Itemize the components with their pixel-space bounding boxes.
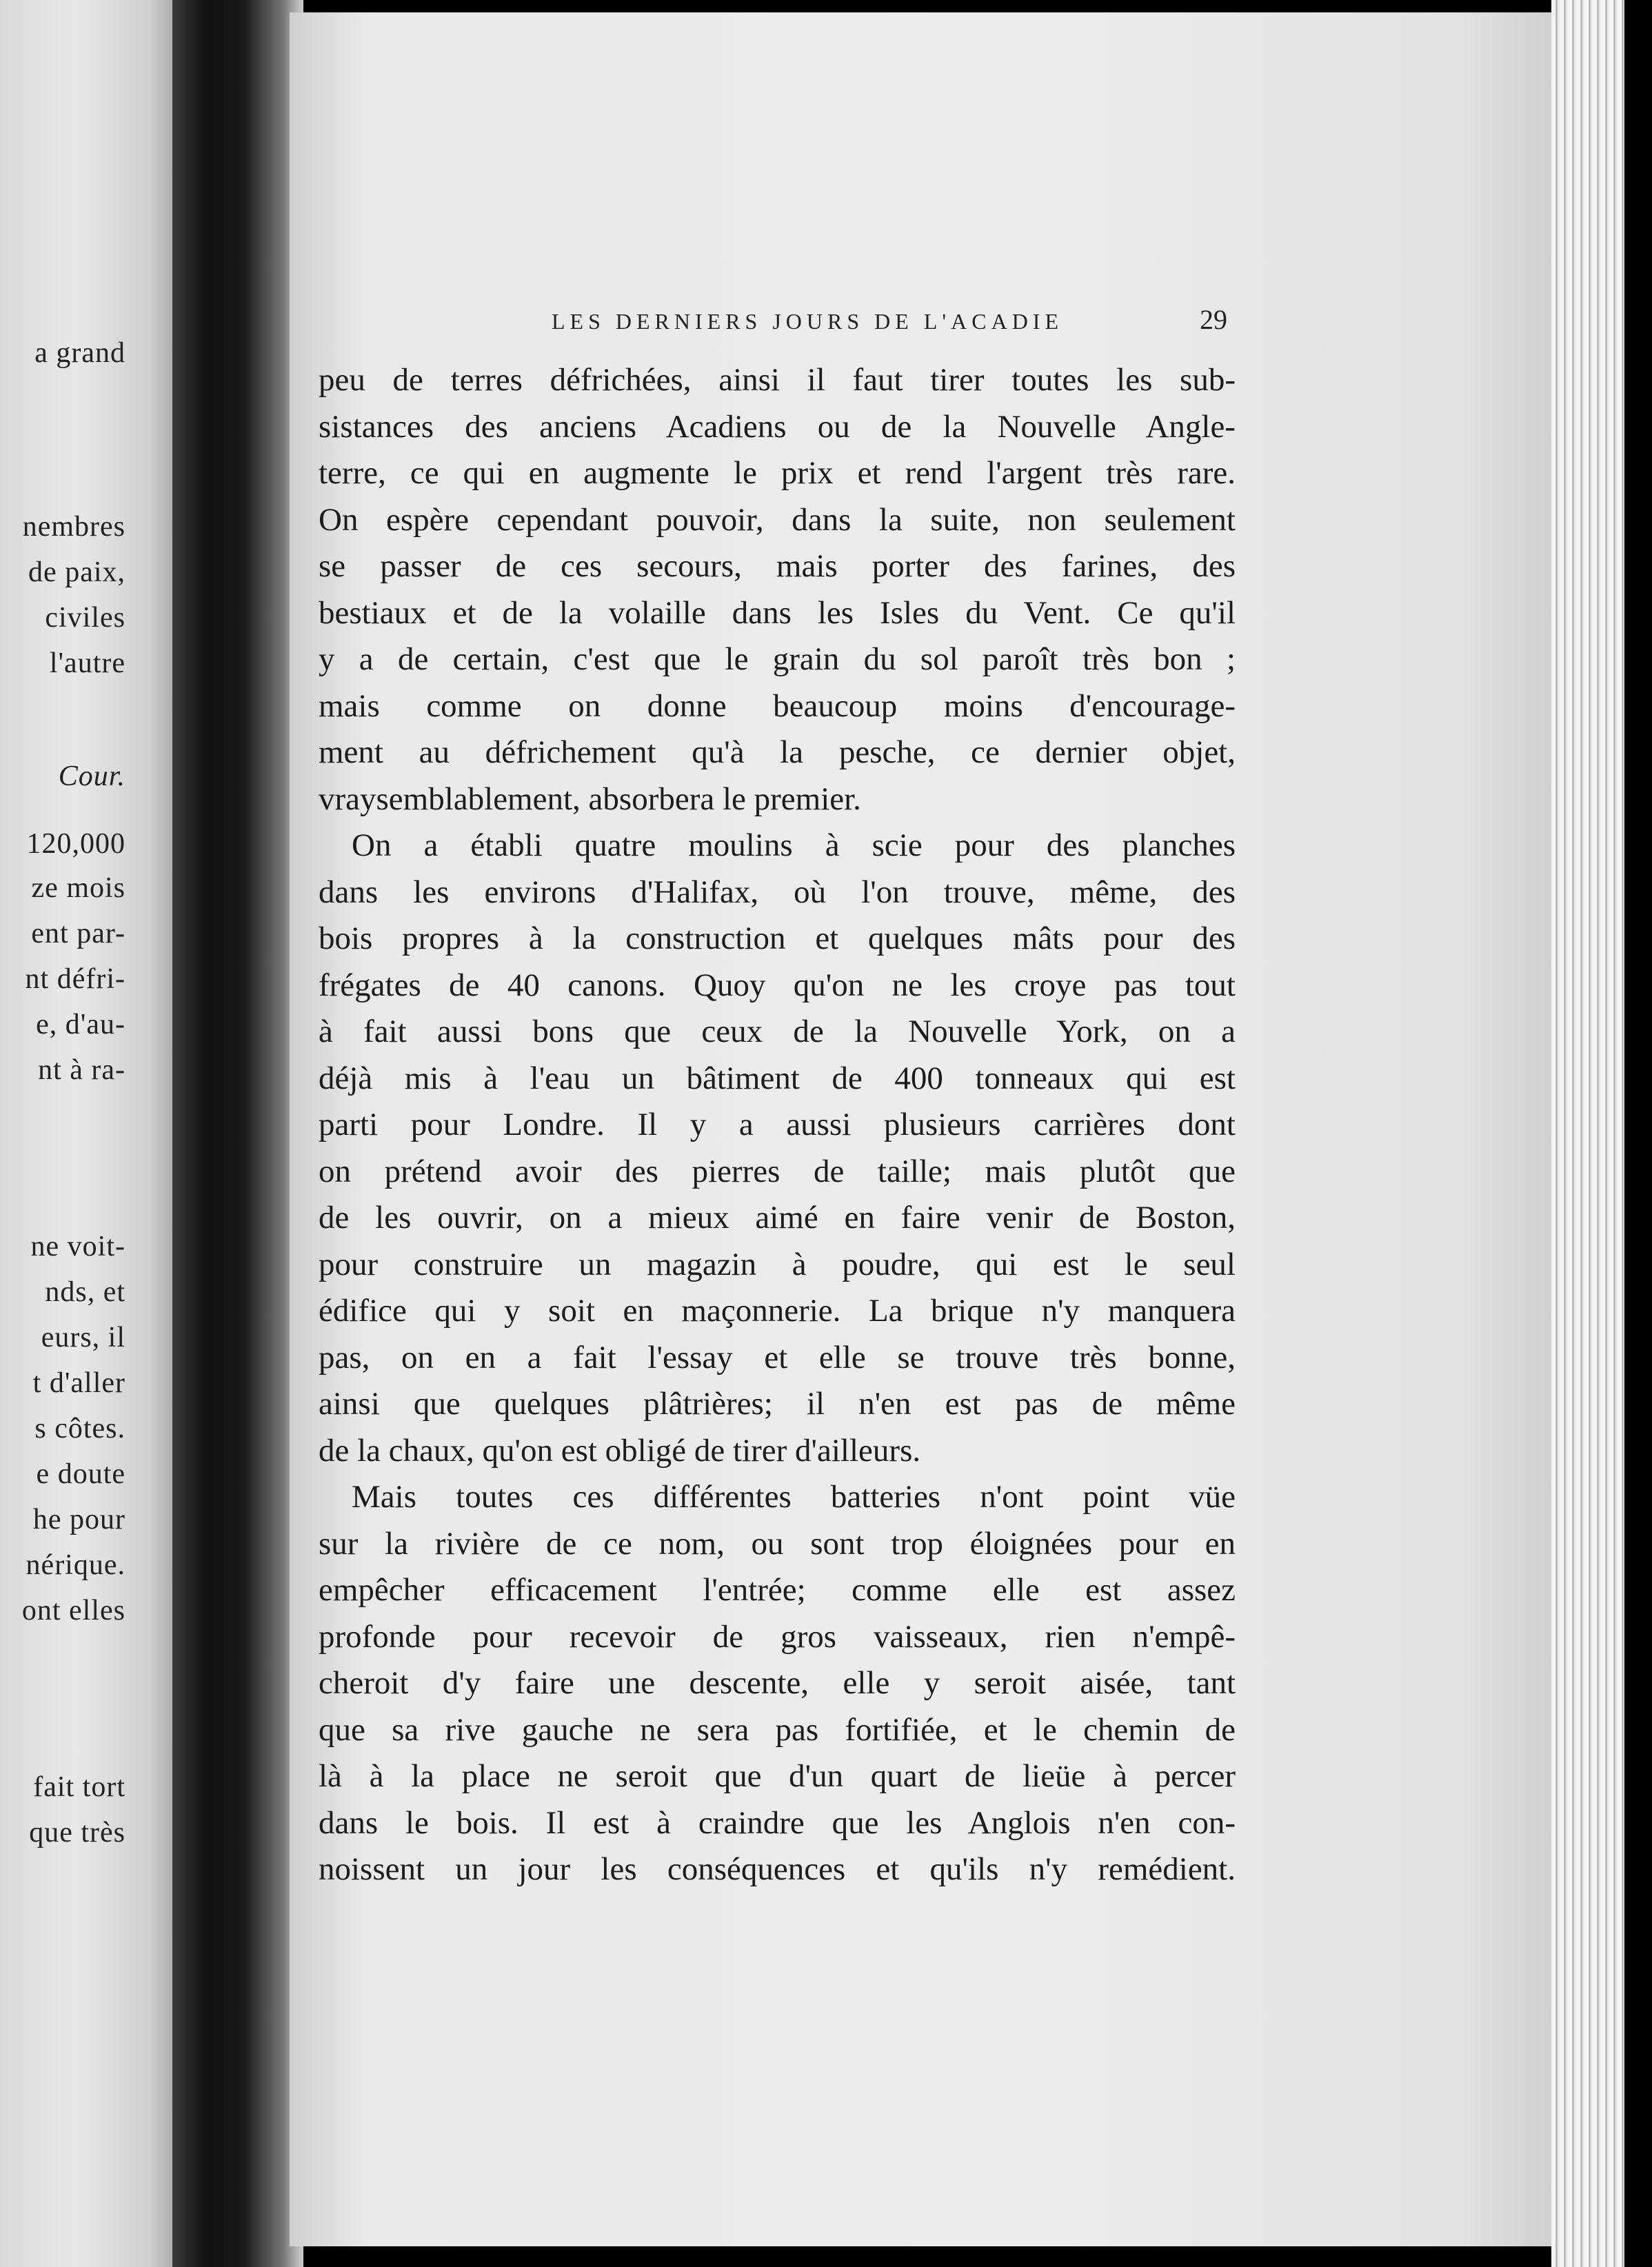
text-line: dans les environs d'Halifax, où l'on trouve, même, des <box>319 874 1236 910</box>
text-line: à fait aussi bons que ceux de la Nouvelle York, on a <box>319 1014 1236 1049</box>
text-line: pour construire un magazin à poudre, qui est le seul <box>319 1246 1236 1282</box>
text-line: y a de certain, c'est que le grain du sol paroît très bon ; <box>319 641 1236 677</box>
text-line: vraysemblablement, absorbera le premier. <box>319 780 861 817</box>
text-line: édifice qui y soit en maçonnerie. La brique n'y manquera <box>319 1293 1236 1329</box>
left-page-fragment: ont elles <box>21 1595 125 1626</box>
page-number: 29 <box>1200 304 1227 335</box>
left-page-fragment: a grand <box>34 337 125 369</box>
text-line: sur la rivière de ce nom, ou sont trop éloignées pour en <box>319 1525 1236 1562</box>
text-line: parti pour Londre. Il y a aussi plusieurs carrières dont <box>319 1107 1236 1142</box>
text-line: là à la place ne seroit que d'un quart de lieüe à percer <box>319 1758 1236 1794</box>
left-page-fragment: s côtes. <box>34 1413 125 1444</box>
text-line: peu de terres défrichées, ainsi il faut tirer toutes les sub- <box>319 362 1236 398</box>
text-line: on prétend avoir des pierres de taille; mais plutôt que <box>319 1153 1236 1189</box>
text-line: que sa rive gauche ne sera pas fortifiée, et le chemin de <box>319 1711 1236 1748</box>
text-line: de la chaux, qu'on est obligé de tirer d'ailleurs. <box>319 1432 921 1469</box>
body-text <box>319 357 1236 1893</box>
text-line: On a établi quatre moulins à scie pour des planches <box>352 827 1236 863</box>
left-page-fragment: Cour. <box>58 760 125 792</box>
text-line: pas, on en a fait l'essay et elle se trouve très bonne, <box>319 1339 1236 1376</box>
left-page-fragment: 120,000 <box>26 828 125 860</box>
text-line: On espère cependant pouvoir, dans la suite, non seulement <box>319 501 1236 538</box>
text-line: se passer de ces secours, mais porter des farines, des <box>319 548 1236 584</box>
previous-page-strip <box>0 0 186 2267</box>
left-page-fragment: e, d'au- <box>36 1009 125 1040</box>
left-page-fragment: nérique. <box>26 1549 125 1581</box>
text-line: de les ouvrir, on a mieux aimé en faire venir de Boston, <box>319 1200 1236 1236</box>
left-page-fragment: e doute <box>36 1458 125 1490</box>
paragraph-2 <box>319 823 1236 1474</box>
left-page-fragment: fait tort <box>33 1771 125 1803</box>
text-line: profonde pour recevoir de gros vaisseaux, rien n'empê- <box>319 1618 1236 1655</box>
left-page-fragment: he pour <box>32 1504 125 1535</box>
left-page-fragment: ze mois <box>31 872 125 904</box>
text-line: ainsi que quelques plâtrières; il n'en est pas de même <box>319 1386 1236 1422</box>
left-page-fragment: nembres <box>22 511 125 543</box>
left-page-fragment: l'autre <box>49 647 125 679</box>
left-page-fragment: ent par- <box>31 918 125 949</box>
text-line: dans le bois. Il est à craindre que les Anglois n'en con- <box>319 1804 1236 1841</box>
text-line: terre, ce qui en augmente le prix et rend l'argent très rare. <box>319 455 1236 491</box>
text-line: mais comme on donne beaucoup moins d'encourage- <box>319 687 1236 724</box>
text-line: cheroit d'y faire une descente, elle y seroit aisée, tant <box>319 1665 1236 1701</box>
paragraph-3 <box>319 1474 1236 1893</box>
paragraph-1 <box>319 357 1236 823</box>
book-gutter <box>172 0 303 2267</box>
text-line: sistances des anciens Acadiens ou de la Nouvelle Angle- <box>319 408 1236 445</box>
left-page-fragment: que très <box>29 1817 125 1848</box>
text-line: Mais toutes ces différentes batteries n'ont point vüe <box>352 1479 1236 1515</box>
text-line: frégates de 40 canons. Quoy qu'on ne les croye pas tout <box>319 967 1236 1003</box>
text-line: empêcher efficacement l'entrée; comme elle est assez <box>319 1572 1236 1608</box>
left-page-fragment: civiles <box>45 602 125 634</box>
text-line: bois propres à la construction et quelques mâts pour des <box>319 920 1236 956</box>
left-page-fragment: nds, et <box>45 1276 125 1308</box>
text-line: noissent un jour les conséquences et qu'ils n'y remédient. <box>319 1851 1236 1887</box>
left-page-fragment: t d'aller <box>32 1367 125 1399</box>
running-head: LES DERNIERS JOURS DE L'ACADIE <box>552 309 1063 334</box>
text-line: bestiaux et de la volaille dans les Isles du Vent. Ce qu'il <box>319 594 1236 631</box>
page-edges <box>1551 0 1652 2267</box>
text-line: ment au défrichement qu'à la pesche, ce dernier objet, <box>319 734 1236 770</box>
left-page-fragment: eurs, il <box>41 1322 125 1353</box>
text-line: déjà mis à l'eau un bâtiment de 400 tonneaux qui est <box>319 1060 1236 1096</box>
left-page-fragment: nt défri- <box>25 963 125 995</box>
left-page-fragment: de paix, <box>28 556 125 588</box>
left-page-fragment: ne voit- <box>30 1231 125 1262</box>
left-page-fragment: nt à ra- <box>38 1054 125 1086</box>
